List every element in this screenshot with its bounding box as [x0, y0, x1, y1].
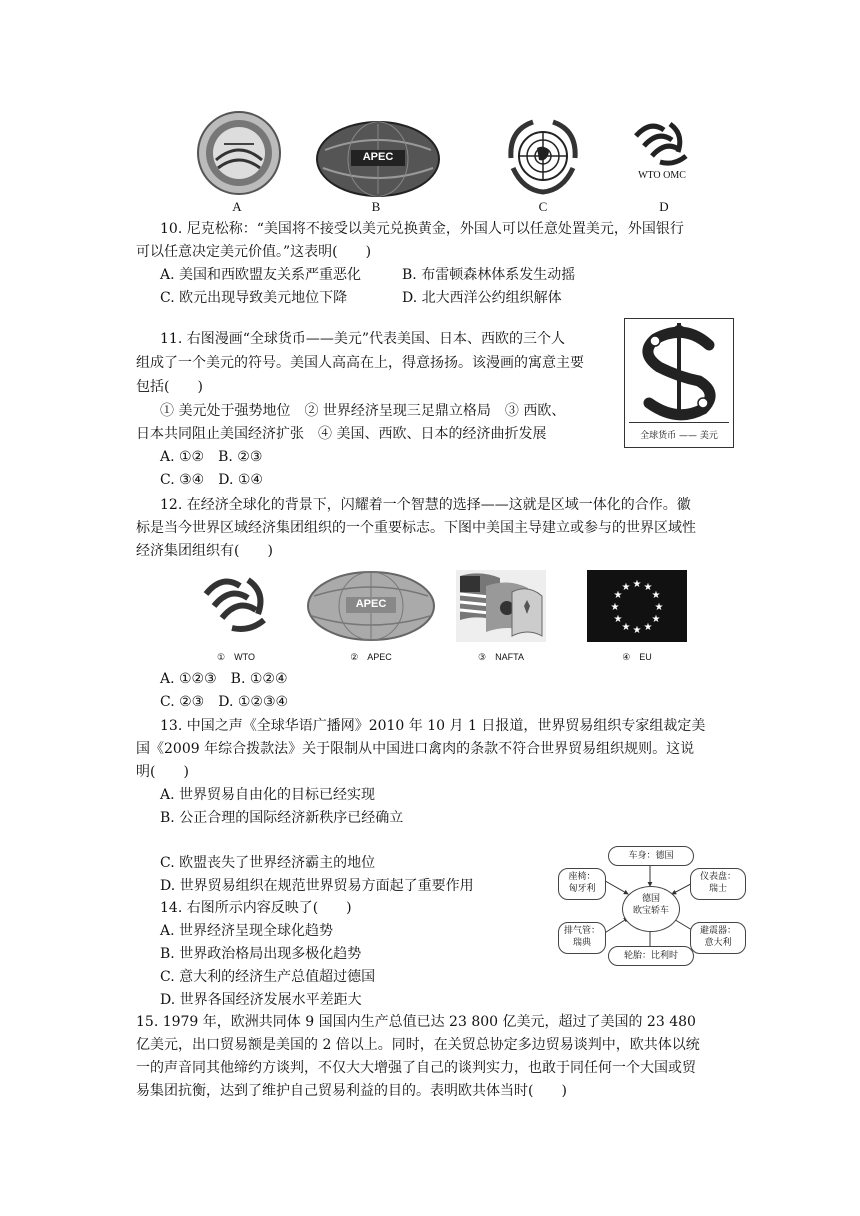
q11-stem-line1: 11. 右图漫画“全球货币——美元”代表美国、日本、西欧的三个人 [160, 331, 566, 347]
svg-text:★: ★ [613, 590, 623, 601]
q14-option-d[interactable]: D. 世界各国经济发展水平差距大 [160, 992, 362, 1008]
diagram-part-tire-text: 轮胎：比利时 [623, 951, 678, 961]
opel-parts-diagram [556, 842, 748, 970]
q14-stem: 14. 右图所示内容反映了( ) [160, 900, 352, 916]
q12-options-ab[interactable]: A. ①②③ B. ①②④ [160, 671, 288, 687]
svg-text:★: ★ [651, 614, 661, 625]
q12-options-cd[interactable]: C. ②③ D. ①②③④ [160, 694, 289, 710]
diagram-part-dashboard-origin: 瑞士 [708, 884, 727, 894]
svg-text:★: ★ [654, 602, 664, 613]
q13-option-a[interactable]: A. 世界贸易自由化的目标已经实现 [160, 787, 376, 803]
q10-option-a[interactable]: A. 美国和西欧盟友关系严重恶化 [160, 267, 362, 283]
svg-text:★: ★ [621, 622, 631, 633]
q14-option-b[interactable]: B. 世界政治格局出现多极化趋势 [160, 946, 362, 962]
q11-stem-line2: 组成了一个美元的符号。美国人高高在上，得意扬扬。该漫画的寓意主要 [136, 355, 584, 371]
q13-stem-line2: 国《2009 年综合拨款法》关于限制从中国进口禽肉的条款不符合世界贸易组织规则。这说 [136, 741, 695, 757]
q11-stem-line5: 日本共同阻止美国经济扩张 ④ 美国、西欧、日本的经济曲折发展 [136, 426, 547, 442]
wto-logo-icon [200, 572, 274, 640]
nafta-flags-icon [456, 570, 546, 642]
logo-caption-c: C [538, 199, 548, 214]
q10-stem-line1: 10. 尼克松称：“美国将不接受以美元兑换黄金，外国人可以任意处置美元，外国银行 [160, 221, 684, 237]
q14-option-c[interactable]: C. 意大利的经济生产总值超过德国 [160, 969, 376, 985]
q13-option-d[interactable]: D. 世界贸易组织在规范世界贸易方面起了重要作用 [160, 878, 474, 894]
diagram-part-dashboard [690, 868, 746, 900]
q15-stem-line1: 15. 1979 年，欧洲共同体 9 国国内生产总值已达 23 800 亿美元，超过了美国的 23 480 [136, 1014, 696, 1030]
sco-emblem-icon [196, 110, 282, 196]
q15-stem-line4: 易集团抗衡，达到了维护自己贸易利益的目的。表明欧共体当时( ) [136, 1083, 567, 1099]
apec-logo-text: APEC [362, 151, 394, 163]
diagram-part-shock-origin: 意大利 [704, 938, 732, 948]
q11-stem-line4: ① 美元处于强势地位 ② 世界经济呈现三足鼎立格局 ③ 西欧、 [160, 403, 566, 419]
q12-logo-caption-3: ③ NAFTA [478, 652, 524, 662]
svg-text:★: ★ [632, 625, 642, 636]
q15-stem-line2: 亿美元，出口贸易额是美国的 2 倍以上。同时，在关贸总协定多边贸易谈判中，欧共体以统 [136, 1037, 700, 1053]
q12-stem-line3: 经济集团组织有( ) [136, 543, 273, 559]
q13-option-c[interactable]: C. 欧盟丧失了世界经济霸主的地位 [160, 855, 376, 871]
q13-stem-line1: 13. 中国之声《全球华语广播网》2010 年 10 月 1 日报道，世界贸易组织专家组裁定美 [160, 718, 706, 734]
diagram-center-line1: 德国 [641, 894, 660, 904]
q11-options-cd[interactable]: C. ③④ D. ①④ [160, 472, 263, 488]
q13-stem-line3: 明( ) [136, 764, 189, 780]
wto-logo-text: WTO OMC [638, 170, 686, 181]
diagram-part-exhaust-origin: 瑞典 [572, 938, 591, 948]
q11-stem-line3: 包括( ) [136, 379, 203, 395]
diagram-part-exhaust [558, 922, 606, 954]
logo-caption-a: A [232, 199, 242, 214]
q10-option-b[interactable]: B. 布雷顿森林体系发生动摇 [402, 267, 576, 283]
dollar-cartoon [624, 318, 734, 448]
eu-flag-icon [587, 570, 687, 642]
diagram-part-seat-label: 座椅： [568, 872, 596, 882]
q12-logo-caption-1: ① WTO [217, 652, 255, 662]
svg-text:★: ★ [651, 590, 661, 601]
wto-logo-icon [630, 116, 694, 186]
q13-option-b[interactable]: B. 公正合理的国际经济新秩序已经确立 [160, 810, 404, 826]
q14-option-a[interactable]: A. 世界经济呈现全球化趋势 [160, 923, 334, 939]
q12-logo-caption-2: ② APEC [350, 652, 392, 662]
q10-option-c[interactable]: C. 欧元出现导致美元地位下降 [160, 290, 348, 306]
diagram-part-seat-origin: 匈牙利 [568, 884, 596, 894]
diagram-part-seat [558, 868, 606, 900]
diagram-part-body [608, 846, 694, 866]
diagram-part-dashboard-label: 仪表盘： [699, 872, 736, 882]
q10-option-d[interactable]: D. 北大西洋公约组织解体 [402, 290, 562, 306]
svg-text:★: ★ [621, 582, 631, 593]
q15-stem-line3: 一的声音同其他缔约方谈判，不仅大大增强了自己的谈判实力，也敢于同任何一个大国或贸 [136, 1060, 696, 1076]
dollar-cartoon-caption: 全球货币 —— 美元 [640, 431, 718, 441]
diagram-part-body-text: 车身：德国 [628, 851, 674, 861]
q12-logo-caption-4: ④ EU [622, 652, 652, 662]
un-emblem-icon [503, 118, 583, 196]
diagram-part-shock [690, 922, 746, 954]
q11-options-ab[interactable]: A. ①② B. ②③ [160, 449, 263, 465]
svg-text:★: ★ [613, 614, 623, 625]
apec-logo-icon [306, 570, 436, 642]
svg-text:★: ★ [632, 579, 642, 590]
svg-text:★: ★ [610, 602, 620, 613]
svg-text:★: ★ [643, 622, 653, 633]
q10-stem-line2: 可以任意决定美元价值。”这表明( ) [136, 244, 372, 260]
apec-logo-text: APEC [355, 598, 387, 610]
svg-text:★: ★ [643, 582, 653, 593]
diagram-part-tire [608, 946, 694, 966]
logo-caption-b: B [371, 199, 381, 214]
diagram-part-exhaust-label: 排气管： [563, 926, 600, 936]
logo-caption-d: D [659, 199, 669, 214]
apec-logo-icon [315, 120, 441, 198]
q12-stem-line2: 标是当今世界区域经济集团组织的一个重要标志。下图中美国主导建立或参与的世界区域性 [136, 520, 696, 536]
diagram-center-opel [622, 886, 680, 932]
diagram-part-shock-label: 避震器： [699, 926, 736, 936]
q12-stem-line1: 12. 在经济全球化的背景下，闪耀着一个智慧的选择——这就是区域一体化的合作。徽 [160, 497, 691, 513]
diagram-center-line2: 欧宝轿车 [632, 906, 669, 916]
dollar-cartoon-icon [625, 319, 733, 423]
